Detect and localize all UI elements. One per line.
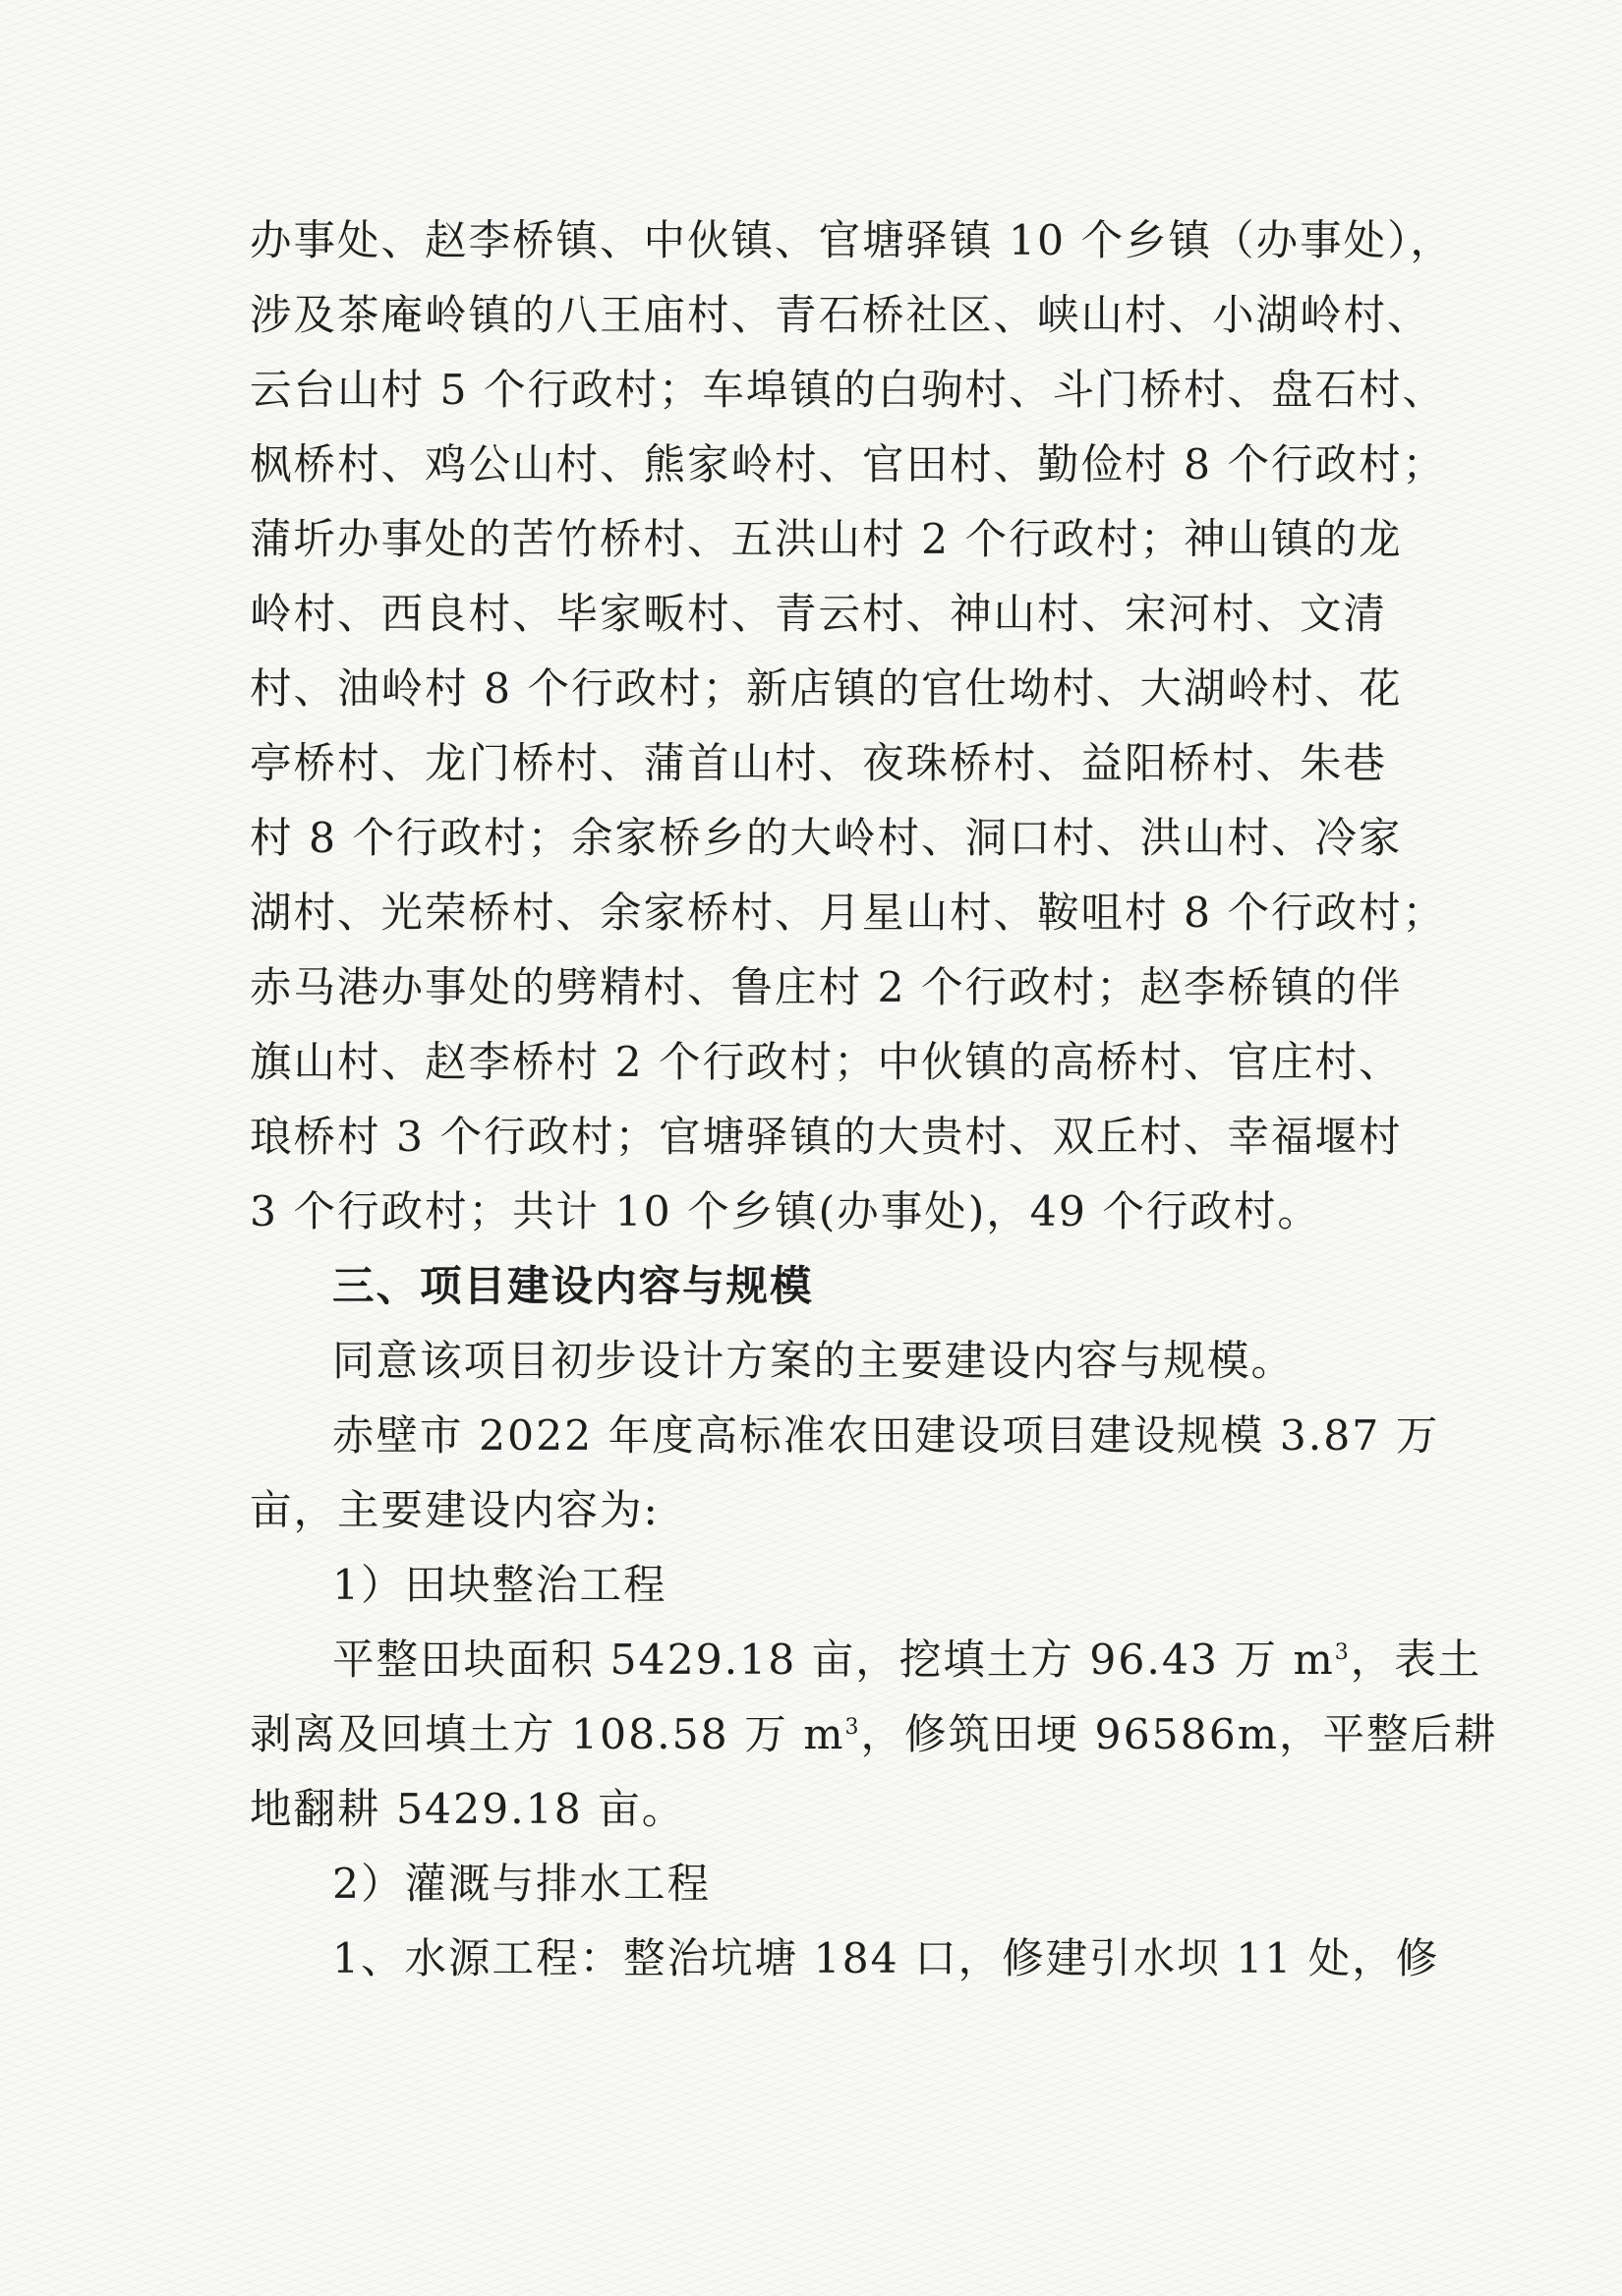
item-title-field-leveling: 1）田块整治工程 — [332, 1562, 667, 1610]
body-line: 旗山村、赵李桥村 2 个行政村；中伙镇的高桥村、官庄村、 — [250, 1039, 1403, 1087]
body-line: 蒲圻办事处的苦竹桥村、五洪山村 2 个行政村；神山镇的龙 — [250, 516, 1403, 564]
body-line: 村 8 个行政村；余家桥乡的大岭村、洞口村、洪山村、冷家 — [250, 815, 1403, 863]
item-title-irrigation: 2）灌溉与排水工程 — [332, 1861, 712, 1909]
body-line: 云台山村 5 个行政村；车埠镇的白驹村、斗门桥村、盘石村、 — [250, 367, 1447, 415]
item-text: ，修筑田埂 96586m，平整后耕 — [860, 1711, 1498, 1759]
body-line: 岭村、西良村、毕家畈村、青云村、神山村、宋河村、文清 — [250, 591, 1388, 639]
body-line: 赤马港办事处的劈精村、鲁庄村 2 个行政村；赵李桥镇的伴 — [250, 964, 1403, 1012]
item-text: ，表土 — [1350, 1636, 1482, 1685]
body-line: 亭桥村、龙门桥村、蒲首山村、夜珠桥村、益阳桥村、朱巷 — [250, 740, 1388, 788]
paragraph-scale-line: 亩，主要建设内容为: — [250, 1487, 660, 1535]
body-line: 琅桥村 3 个行政村；官塘驿镇的大贵村、双丘村、幸福堰村 — [250, 1114, 1403, 1162]
body-line: 湖村、光荣桥村、余家桥村、月星山村、鞍咀村 8 个行政村； — [250, 890, 1447, 938]
body-line: 枫桥村、鸡公山村、熊家岭村、官田村、勤俭村 8 个行政村； — [250, 441, 1447, 489]
item-text: 剥离及回填土方 108.58 万 m — [250, 1711, 845, 1759]
superscript: 3 — [1334, 1639, 1351, 1665]
item-line: 1、水源工程：整治坑塘 184 口，修建引水坝 11 处，修 — [332, 1935, 1440, 1983]
paragraph-agree: 同意该项目初步设计方案的主要建设内容与规模。 — [332, 1338, 1296, 1386]
item-text: 平整田块面积 5429.18 亩，挖填土方 96.43 万 m — [332, 1636, 1335, 1685]
body-line: 村、油岭村 8 个行政村；新店镇的官仕坳村、大湖岭村、花 — [250, 665, 1403, 714]
item-line — [250, 1624, 1482, 1698]
superscript: 3 — [844, 1714, 861, 1740]
body-line: 3 个行政村；共计 10 个乡镇(办事处)，49 个行政村。 — [250, 1188, 1321, 1236]
section-heading: 三、项目建设内容与规模 — [332, 1263, 814, 1311]
body-line: 涉及茶庵岭镇的八王庙村、青石桥社区、峡山村、小湖岭村、 — [250, 292, 1431, 340]
paragraph-scale-line: 赤壁市 2022 年度高标准农田建设项目建设规模 3.87 万 — [332, 1412, 1440, 1461]
document-body — [250, 204, 1498, 1997]
body-line: 办事处、赵李桥镇、中伙镇、官塘驿镇 10 个乡镇（办事处）， — [250, 217, 1454, 265]
item-line — [250, 1698, 1498, 1773]
item-line: 地翻耕 5429.18 亩。 — [250, 1786, 686, 1834]
